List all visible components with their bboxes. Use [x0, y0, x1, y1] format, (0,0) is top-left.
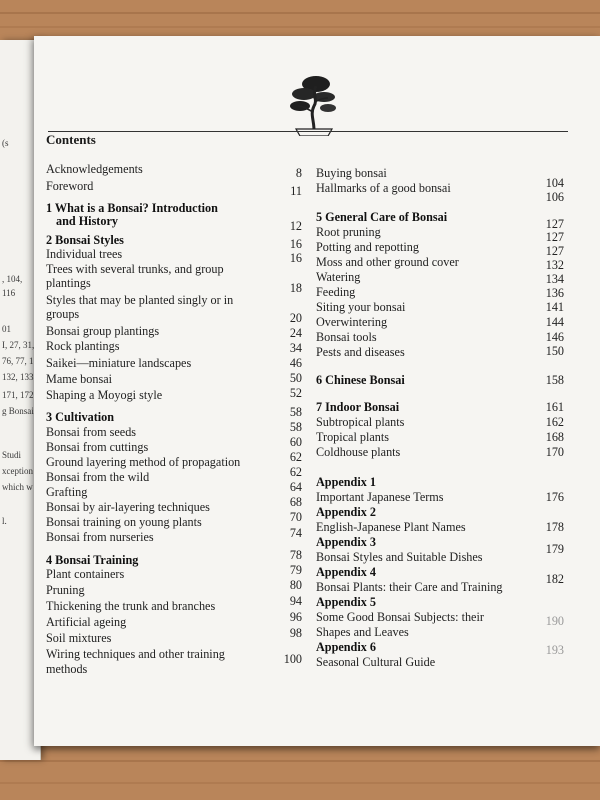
page-fragment: I, 27, 31,	[2, 340, 35, 350]
toc-entry: Buying bonsai	[316, 166, 387, 180]
page-number: 16	[289, 237, 302, 251]
wood-grain	[0, 760, 600, 762]
toc-entry: Bonsai by air-layering techniques	[46, 500, 210, 514]
toc-entry: Individual trees	[46, 247, 123, 261]
toc-entry: Mame bonsai	[46, 372, 113, 386]
toc-chapter: 7 Indoor Bonsai	[316, 400, 400, 414]
page-number: 127	[545, 217, 564, 231]
toc-appendix: Appendix 6	[316, 640, 376, 654]
toc-entry: Soil mixtures	[46, 631, 112, 645]
page-number: 141	[545, 300, 564, 314]
page-number: 134	[545, 272, 564, 286]
toc-entry: Tropical plants	[316, 430, 390, 444]
toc-entry: Ground layering method of propagation	[46, 455, 241, 469]
toc-entry: Trees with several trunks, and group	[46, 262, 224, 276]
page-number: 68	[289, 495, 302, 509]
page-number: 182	[545, 572, 564, 586]
page-fragment: 76, 77, 1	[2, 356, 34, 366]
page-number: 62	[289, 465, 302, 479]
page-number: 50	[289, 371, 302, 385]
page-number: 127	[545, 230, 564, 244]
page-number: 162	[545, 415, 564, 429]
page-number: 179	[545, 542, 564, 556]
page-number: 158	[545, 373, 564, 387]
page-number: 132	[545, 258, 564, 272]
page-number: 79	[289, 563, 302, 577]
toc-entry: Coldhouse plants	[316, 445, 401, 459]
page-number: 146	[545, 330, 564, 344]
toc-entry: Hallmarks of a good bonsai	[316, 181, 451, 195]
page-fragment: Studi	[2, 450, 22, 460]
toc-entry: Bonsai Styles and Suitable Dishes	[316, 550, 483, 564]
toc-entry: Watering	[316, 270, 361, 284]
page-number: 58	[289, 420, 302, 434]
page-number: 144	[545, 315, 564, 329]
toc-appendix: Appendix 2	[316, 505, 376, 519]
page-number: 96	[289, 610, 302, 624]
toc-entry: Bonsai training on young plants	[46, 515, 202, 529]
page-number: 78	[289, 548, 302, 562]
toc-chapter: 2 Bonsai Styles	[46, 233, 124, 247]
toc-entry: Important Japanese Terms	[316, 490, 444, 504]
toc-chapter: 1 What is a Bonsai? Introduction	[46, 201, 218, 215]
page-fragment: xception	[2, 466, 33, 476]
page-title: Contents	[46, 132, 96, 147]
page-number: 58	[289, 405, 302, 419]
page-number: 170	[545, 445, 564, 459]
toc-chapter: 6 Chinese Bonsai	[316, 373, 405, 387]
page-number: 52	[289, 386, 302, 400]
page-number: 104	[545, 176, 564, 190]
page-number: 18	[289, 281, 302, 295]
page-number: 94	[289, 594, 302, 608]
toc-chapter: 4 Bonsai Training	[46, 553, 139, 567]
toc-entry: Feeding	[316, 285, 356, 299]
page-fragment: , 104,	[2, 274, 23, 284]
toc-entry: Bonsai Plants: their Care and Training	[316, 580, 503, 594]
toc-entry: plantings	[46, 276, 91, 290]
page-number: 34	[289, 341, 302, 355]
toc-entry: methods	[46, 662, 88, 676]
page-number: 60	[289, 435, 302, 449]
page-fragment: 171, 172	[2, 390, 34, 400]
toc-entry: Moss and other ground cover	[316, 255, 459, 269]
toc-entry: Plant containers	[46, 567, 125, 581]
page-fragment: (s	[2, 138, 9, 148]
toc-entry: Styles that may be planted singly or in	[46, 293, 234, 307]
toc-appendix: Appendix 3	[316, 535, 376, 549]
contents-page	[34, 36, 600, 746]
toc-entry: Artificial ageing	[46, 615, 127, 629]
page-fragment: which w	[2, 482, 33, 492]
toc-chapter: 3 Cultivation	[46, 410, 115, 424]
page-number: 20	[289, 311, 302, 325]
page-number: 16	[289, 251, 302, 265]
page-number: 80	[289, 578, 302, 592]
page-number: 161	[545, 400, 564, 414]
toc-appendix: Appendix 4	[316, 565, 376, 579]
toc-entry: Root pruning	[316, 225, 381, 239]
page-number: 178	[545, 520, 564, 534]
wood-grain	[0, 26, 600, 28]
page-number: 106	[545, 190, 564, 204]
toc-chapter: and History	[56, 214, 118, 228]
page-fragment: 01	[2, 324, 11, 334]
page-number: 168	[545, 430, 564, 444]
toc-entry: Pests and diseases	[316, 345, 405, 359]
page-fragment: l.	[2, 516, 7, 526]
page-number: 46	[289, 356, 302, 370]
toc-entry: Shapes and Leaves	[316, 625, 409, 639]
toc-appendix: Appendix 5	[316, 595, 376, 609]
page-number: 136	[545, 286, 564, 300]
toc-entry: Bonsai from cuttings	[46, 440, 149, 454]
page-number: 64	[289, 480, 302, 494]
page-number: 74	[289, 526, 302, 540]
page-number: 8	[295, 166, 302, 180]
toc-appendix: Appendix 1	[316, 475, 376, 489]
toc-entry: Seasonal Cultural Guide	[316, 655, 436, 669]
toc-entry: Shaping a Moyogi style	[46, 388, 163, 402]
page-number: 11	[290, 184, 302, 198]
toc-entry: Wiring techniques and other training	[46, 647, 225, 661]
toc-entry: Rock plantings	[46, 339, 120, 353]
page-number: 12	[289, 219, 302, 233]
toc-entry: Potting and repotting	[316, 240, 419, 254]
page-fragment: g Bonsai	[2, 406, 34, 416]
page-number: 127	[545, 244, 564, 258]
toc-entry: Bonsai tools	[316, 330, 377, 344]
page-number: 98	[289, 626, 302, 640]
toc-entry: Thickening the trunk and branches	[46, 599, 216, 613]
toc-entry: Grafting	[46, 485, 88, 499]
toc-entry: Bonsai from nurseries	[46, 530, 154, 544]
toc-entry: Subtropical plants	[316, 415, 405, 429]
toc-entry: Bonsai from seeds	[46, 425, 137, 439]
bonsai-tree-icon	[284, 72, 344, 136]
page-number: 150	[545, 344, 564, 358]
toc-entry: Acknowledgements	[46, 162, 143, 176]
header-rule	[48, 131, 568, 132]
toc-entry: Pruning	[46, 583, 85, 597]
page-number: 70	[289, 510, 302, 524]
page-number: 176	[545, 490, 564, 504]
toc-entry: Foreword	[46, 179, 94, 193]
page-fragment: 132, 133	[2, 372, 34, 382]
wood-grain	[0, 12, 600, 14]
toc-entry: Saikei—miniature landscapes	[46, 356, 192, 370]
toc-entry: Siting your bonsai	[316, 300, 406, 314]
toc-entry: Overwintering	[316, 315, 388, 329]
page-number: 190	[545, 614, 564, 628]
page-number: 24	[289, 326, 302, 340]
page-number: 193	[545, 643, 564, 657]
toc-entry: Bonsai from the wild	[46, 470, 150, 484]
toc-entry: English-Japanese Plant Names	[316, 520, 466, 534]
page-fragment: 116	[2, 288, 16, 298]
page-number: 62	[289, 450, 302, 464]
toc-chapter: 5 General Care of Bonsai	[316, 210, 448, 224]
toc-entry: Some Good Bonsai Subjects: their	[316, 610, 484, 624]
toc-entry: Bonsai group plantings	[46, 324, 160, 338]
page-number: 100	[283, 652, 302, 666]
wood-grain	[0, 782, 600, 784]
toc-entry: groups	[46, 307, 80, 321]
